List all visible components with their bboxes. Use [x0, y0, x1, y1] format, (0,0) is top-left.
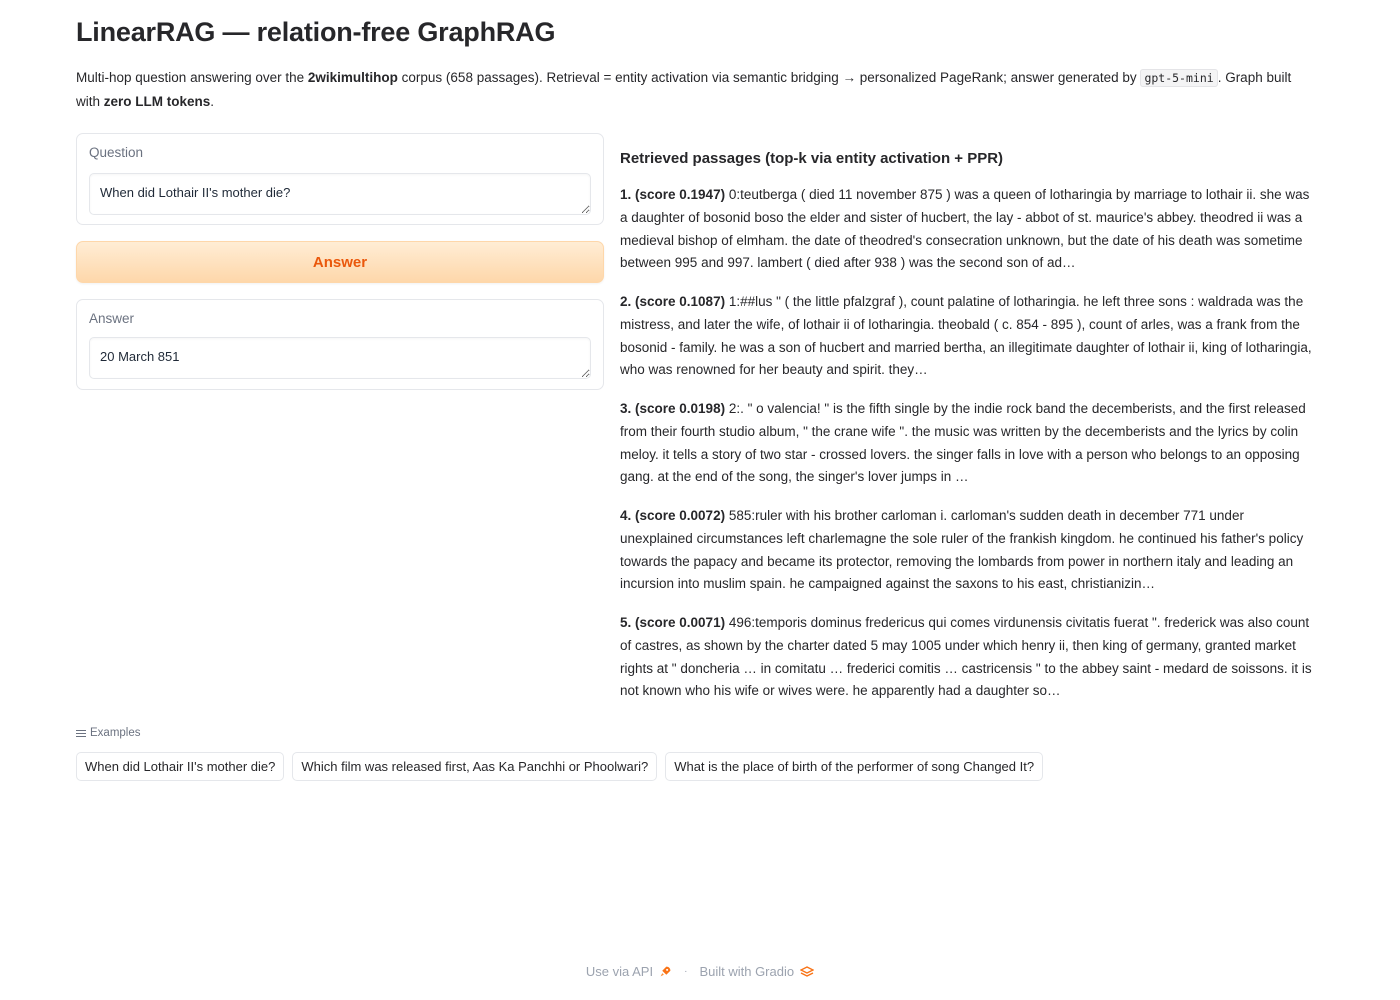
- answer-label: Answer: [89, 311, 135, 326]
- use-via-api-link[interactable]: Use via API: [586, 964, 672, 979]
- question-panel: [76, 133, 604, 225]
- passage-text: 0:teutberga ( died 11 november 875 ) was a queen of lotharingia by marriage to lothair ii. she was a daughter of bosonid boso the elder and sister of hucbert, the lay - abbot of st. maurice's abbey. theodred ii was a medieval bishop of elmham. the date of theodred's consecration unknown, but the date of his death was sometime between 995 and 997. lambert ( died after 938 ) was the second son of ad…: [620, 187, 1310, 271]
- passage-item: [620, 184, 1320, 275]
- passage-score: 5. (score 0.0071): [620, 614, 726, 630]
- model-name: gpt-5-mini: [1140, 69, 1217, 87]
- results-heading: Retrieved passages (top-k via entity activation + PPR): [620, 150, 1004, 167]
- footer: [0, 964, 1400, 979]
- examples-header: [76, 727, 141, 739]
- passage-item: [620, 398, 1320, 489]
- answer-panel: [76, 299, 604, 390]
- answer-button[interactable]: Answer: [76, 241, 604, 283]
- footer-separator: ·: [684, 966, 688, 977]
- example-button[interactable]: What is the place of birth of the performer of song Changed It?: [665, 752, 1043, 781]
- examples-list: [76, 752, 1043, 781]
- passage-score: 3. (score 0.0198): [620, 400, 726, 416]
- page-title: LinearRAG — relation-free GraphRAG: [76, 17, 556, 47]
- example-button[interactable]: When did Lothair II's mother die?: [76, 752, 284, 781]
- corpus-name: 2wikimultihop: [307, 70, 398, 85]
- passage-score: 2. (score 0.1087): [620, 293, 726, 309]
- passage-item: [620, 291, 1320, 382]
- gradio-logo-icon: [800, 966, 814, 978]
- question-input[interactable]: [89, 173, 591, 215]
- passage-text: 1:##lus " ( the little pfalzgraf ), count palatine of lotharingia. he left three sons : waldrada was the mistress, and later the wife, of lothair ii of lotharingia. theobald ( c. 854 - 895 ), count of arles, was a frank from the bosonid - family. he was a son of hucbert and married bertha, an illegitimate daughter of lothair ii, king of lotharingia, who was renowned for her beauty and spirit. they…: [620, 293, 1312, 378]
- question-label: Question: [89, 145, 144, 160]
- retrieved-passages: [620, 148, 1320, 719]
- intro-text: Multi-hop question answering over the 2wikimultihop corpus (658 passages). Retrieval = entity activation via semantic bridging → personalized PageRank; answer generated by gpt-5-mini . Graph built with zero LLM tokens.: [76, 70, 1292, 109]
- answer-output[interactable]: [89, 337, 591, 379]
- passage-text: 2:. " o valencia! " is the fifth single by the indie rock band the decemberists, and the first released from their fourth studio album, " the crane wife ". the music was written by the decemberists and the lyrics by colin meloy. it tells a story of two star - crossed lovers. the singer falls in love with a person who belongs to an opposing gang. at the end of the song, the singer's lover jumps in …: [620, 400, 1306, 485]
- example-button[interactable]: Which film was released first, Aas Ka Panchhi or Phoolwari?: [292, 752, 657, 781]
- list-icon: [76, 729, 86, 738]
- examples-label: Examples: [90, 727, 141, 739]
- passage-score: 4. (score 0.0072): [620, 507, 726, 523]
- zero-tokens-text: zero LLM tokens: [103, 94, 211, 109]
- built-with-gradio-link[interactable]: Built with Gradio: [699, 964, 814, 979]
- rocket-icon: [659, 965, 672, 978]
- passage-item: [620, 505, 1320, 596]
- passage-item: [620, 612, 1320, 703]
- passage-text: 585:ruler with his brother carloman i. carloman's sudden death in december 771 under unexplained circumstances left charlemagne the sole ruler of the frankish kingdom. he continued his father's policy towards the papacy and became its protector, removing the lombards from power in northern italy and leading an incursion into muslim spain. he campaigned against the saxons to his east, christianizin…: [620, 507, 1304, 592]
- passage-text: 496:temporis dominus fredericus qui comes virdunensis civitatis fuerat ". frederick was also count of castres, as shown by the charter dated 5 may 1005 under which henry ii, then king of germany, granted market rights at " doncheria … in comitatu … frederici comitis … castricensis " to the abbey saint - medard de soissons. it is not known who his wife or wives were. he apparently had a daughter so…: [620, 614, 1312, 699]
- passage-score: 1. (score 0.1947): [620, 187, 726, 202]
